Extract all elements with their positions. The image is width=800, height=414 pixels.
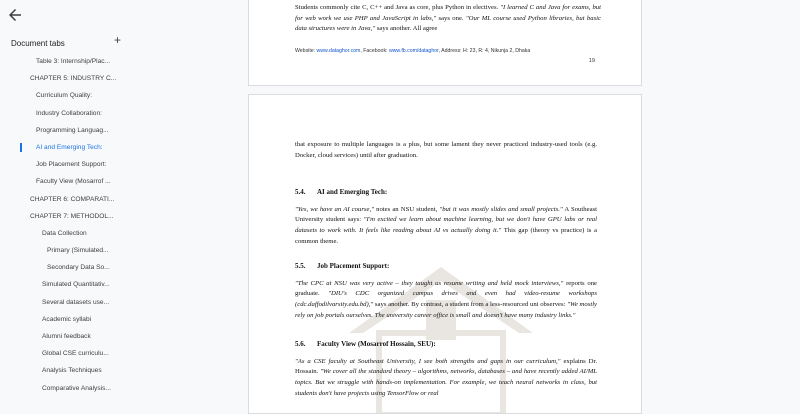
- document-page-19: [248, 0, 642, 86]
- section-heading-placement: 5.5. Job Placement Support:: [295, 262, 390, 271]
- section-heading-faculty: 5.6. Faculty View (Mosarrof Hossain, SEU):: [295, 340, 436, 349]
- back-arrow-icon[interactable]: [6, 6, 24, 24]
- outline-item[interactable]: Secondary Data So...: [47, 264, 110, 272]
- paragraph-ai: "Yes, we have an AI course," notes an NSU student, "but it was mostly slides and small projects." A Southeast University student says: "I'm excited we learn about machine learning, but we don't have GPU labs or real datasets to work with. It feels like reading about AI vs actually doing it." This gap (theory vs practice) is a common theme.: [295, 205, 598, 245]
- paragraph-languages: Students commonly cite C, C++ and Java as core, plus Python in electives. "I learned C and Java for exams, but for web work we use PHP and JavaScript in labs," says one. "Our ML course used Python libraries, but basic data structures were in Java," says another. All agree: [295, 4, 601, 33]
- outline-item[interactable]: Programming Languag...: [36, 126, 109, 134]
- outline-item[interactable]: AI and Emerging Tech:: [0, 139, 128, 156]
- outline-item[interactable]: Job Placement Support:: [36, 161, 107, 169]
- page-footer: Website: www.dataghor.com, Facebook: www.fb.com/dataghor, Address: H: 23, R: 4, Nikunja 2, Dhaka: [295, 48, 531, 54]
- outline-item[interactable]: Data Collection: [42, 229, 87, 237]
- website-link[interactable]: www.dataghor.com: [316, 48, 361, 54]
- document-tabs-label: Document tabs: [11, 39, 65, 48]
- outline-item[interactable]: CHAPTER 7: METHODOL...: [30, 212, 114, 220]
- outline-item[interactable]: Global CSE curriculu...: [42, 350, 109, 358]
- document-outline-sidebar: [0, 0, 128, 400]
- page-body: [295, 140, 597, 399]
- outline-item[interactable]: Alumni feedback: [42, 333, 91, 340]
- outline-item[interactable]: Faculty View (Mosarrof ...: [36, 178, 111, 186]
- outline-item[interactable]: Primary (Simulated...: [47, 247, 109, 255]
- section-heading-ai: 5.4. AI and Emerging Tech:: [295, 188, 388, 197]
- outline-item[interactable]: CHAPTER 6: COMPARATI...: [30, 195, 115, 203]
- intro-paragraph: that exposure to multiple languages is a plus, but some lament they never practiced industry-used tools (e.g. Docker, cloud services) until after graduation.: [295, 141, 597, 159]
- outline-item[interactable]: Analysis Techniques: [42, 367, 102, 375]
- outline-list: [0, 53, 128, 397]
- facebook-link[interactable]: www.fb.com/dataghor: [388, 48, 439, 54]
- outline-item[interactable]: Table 3: Internship/Plac...: [36, 58, 111, 65]
- paragraph-placement: "The CPC at NSU was very active – they taught us resume writing and held mock interviews," reports one graduate. "DIU's CDC organized campus drives and even had video-resume workshops (cdc.daffodilvarsity.edu.bd)," says another. By contrast, a student from a less-resourced uni observes: "We mostly rely on job portals ourselves. The university career office is small and doesn't have many industry links.": [295, 279, 598, 319]
- paragraph-faculty: "As a CSE faculty at Southeast University, I see both strengths and gaps in our curriculum," explains Dr. Hossain. "We cover all the standard theory – algorithms, networks, databases – and have recently added AI/ML topics. But we struggle with hands-on implementation. For example, we teach neural networks in class, but students don't have projects using TensorFlow or real: [295, 357, 598, 397]
- outline-item[interactable]: Comparative Analysis...: [42, 384, 111, 392]
- outline-item[interactable]: Industry Collaboration:: [36, 109, 102, 117]
- document-tabs-header: [11, 33, 121, 47]
- outline-item[interactable]: CHAPTER 5: INDUSTRY C...: [30, 75, 117, 83]
- outline-item[interactable]: Simulated Quantitativ...: [42, 281, 110, 289]
- outline-item[interactable]: Academic syllabi: [42, 315, 92, 323]
- document-page-20: [248, 94, 642, 414]
- outline-item[interactable]: Curriculum Quality:: [36, 92, 93, 100]
- outline-item[interactable]: Several datasets use...: [42, 298, 110, 306]
- add-tab-icon[interactable]: +: [113, 33, 121, 47]
- page-number: 19: [588, 58, 595, 64]
